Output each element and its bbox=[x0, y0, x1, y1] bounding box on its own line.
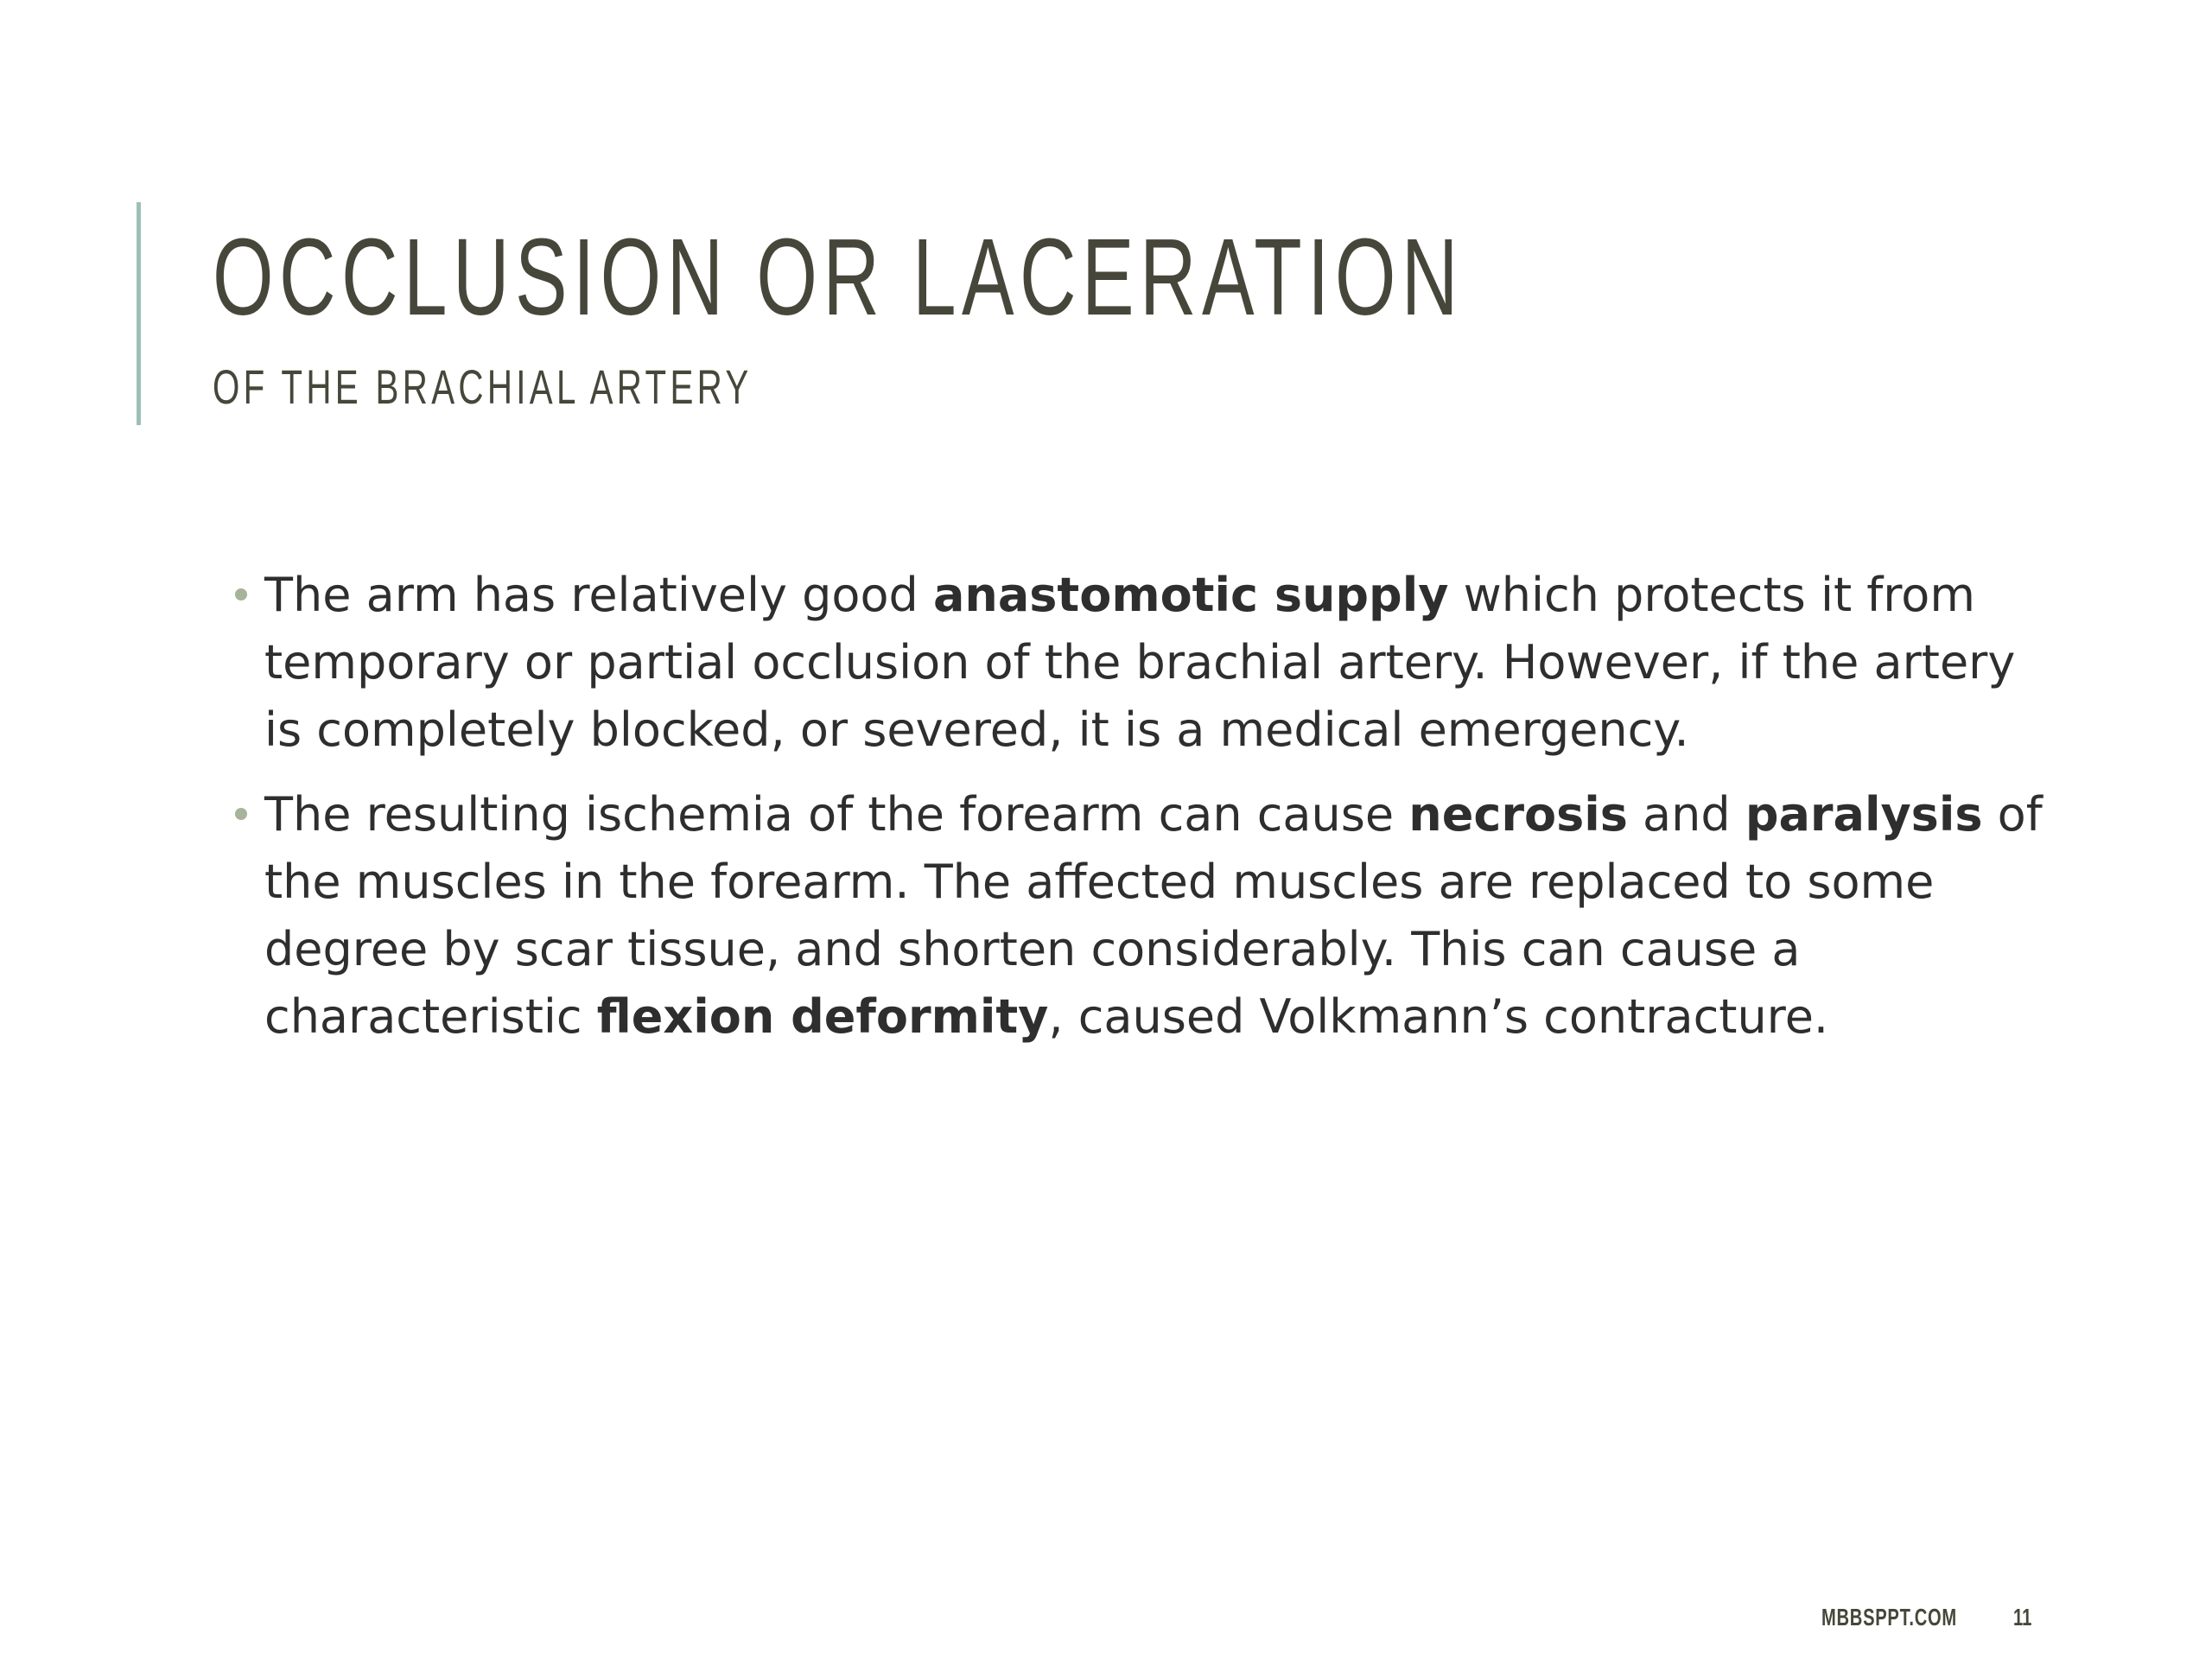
slide-subtitle: OF THE BRACHIAL ARTERY bbox=[213, 359, 753, 414]
bold-term: anastomotic supply bbox=[932, 568, 1449, 622]
title-accent-bar bbox=[137, 202, 141, 425]
bold-term: necrosis bbox=[1408, 787, 1628, 842]
bold-term: flexion deformity bbox=[596, 989, 1049, 1044]
slide-title: OCCLUSION OR LACERATION bbox=[213, 216, 1464, 338]
bullet-text bbox=[264, 787, 2043, 1044]
bullet-item bbox=[232, 562, 2046, 764]
text-segment: The resulting ischemia of the forearm can cause bbox=[264, 787, 1409, 842]
text-segment: which protects it from temporary or partial occlusion of the brachial artery. However, if the artery is completely blocked, or severed, it is a medical emergency. bbox=[264, 568, 2016, 757]
text-segment: , caused Volkmann’s contracture. bbox=[1048, 989, 1829, 1044]
bullet-list bbox=[232, 562, 2046, 1068]
footer-site-label: MBBSPPT.COM bbox=[1821, 1604, 1957, 1630]
text-segment: and bbox=[1627, 787, 1745, 842]
bullet-dot-icon bbox=[235, 808, 247, 820]
bullet-dot-icon bbox=[235, 588, 247, 601]
bullet-item bbox=[232, 781, 2046, 1051]
text-segment: The arm has relatively good bbox=[264, 568, 933, 622]
text-segment: of the muscles in the forearm. The affected muscles are replaced to some degree by scar tissue, and shorten considerably. This can cause a characteristic bbox=[264, 787, 2043, 1044]
bold-term: paralysis bbox=[1745, 787, 1983, 842]
slide-number: 11 bbox=[2013, 1604, 2032, 1630]
bullet-text bbox=[264, 568, 2015, 757]
